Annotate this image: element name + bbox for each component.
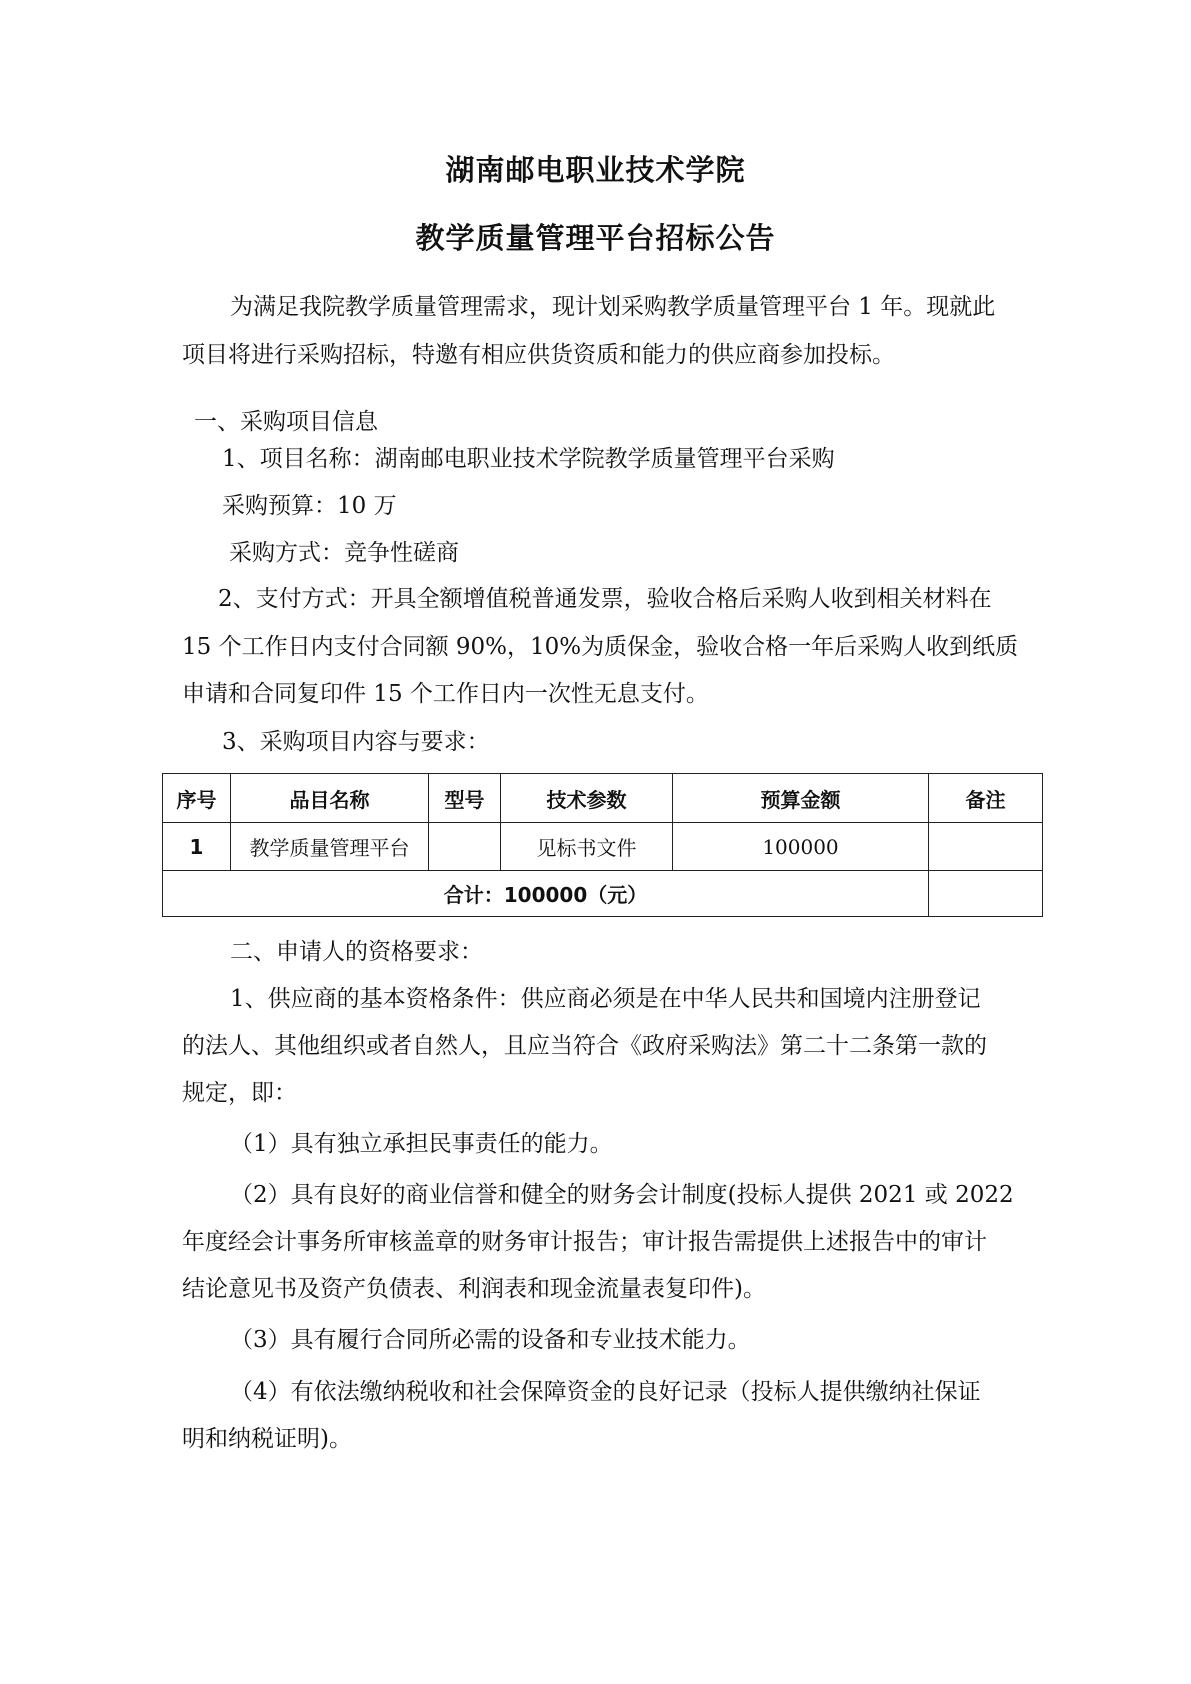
requirement-item-1: （1）具有独立承担民事责任的能力。 <box>230 1131 613 1157</box>
section1-heading: 一、采购项目信息 <box>194 409 378 435</box>
requirement-item-2-line-1: （2）具有良好的商业信誉和健全的财务会计制度(投标人提供 2021 或 2022 <box>230 1182 1014 1208</box>
header-serial: 序号 <box>163 774 231 823</box>
header-item-name: 品目名称 <box>231 774 429 823</box>
requirements-heading: 3、采购项目内容与要求： <box>222 729 490 755</box>
cell-total: 合计：100000（元） <box>163 871 929 917</box>
requirement-item-2-line-2: 年度经会计事务所审核盖章的财务审计报告；审计报告需提供上述报告中的审计 <box>182 1229 987 1255</box>
budget-line: 采购预算：10 万 <box>222 493 397 519</box>
requirement-item-2-line-3: 结论意见书及资产负债表、利润表和现金流量表复印件)。 <box>182 1276 766 1302</box>
cell-tech-params: 见标书文件 <box>501 823 673 871</box>
payment-line-1: 2、支付方式：开具全额增值税普通发票，验收合格后采购人收到相关材料在 <box>218 586 992 612</box>
condition1-line-3: 规定，即： <box>182 1080 297 1106</box>
payment-line-3: 申请和合同复印件 15 个工作日内一次性无息支付。 <box>182 681 709 707</box>
table-row <box>163 823 1043 871</box>
cell-serial: 1 <box>163 823 231 871</box>
header-tech-params: 技术参数 <box>501 774 673 823</box>
intro-paragraph-line-2: 项目将进行采购招标，特邀有相应供货资质和能力的供应商参加投标。 <box>182 342 895 368</box>
section2-heading: 二、申请人的资格要求： <box>230 939 483 965</box>
cell-budget-amount: 100000 <box>673 823 929 871</box>
project-name-line: 1、项目名称：湖南邮电职业技术学院教学质量管理平台采购 <box>222 446 835 472</box>
method-line: 采购方式：竞争性磋商 <box>229 540 459 566</box>
procurement-items-table <box>162 773 1043 917</box>
header-remarks: 备注 <box>929 774 1043 823</box>
condition1-line-2: 的法人、其他组织或者自然人，且应当符合《政府采购法》第二十二条第一款的 <box>182 1033 987 1059</box>
requirement-item-4-line-2: 明和纳税证明)。 <box>182 1426 352 1452</box>
cell-item-name: 教学质量管理平台 <box>231 823 429 871</box>
cell-remarks <box>929 823 1043 871</box>
payment-line-2: 15 个工作日内支付合同额 90%，10%为质保金，验收合格一年后采购人收到纸质 <box>182 634 1019 660</box>
requirement-item-4-line-1: （4）有依法缴纳税收和社会保障资金的良好记录（投标人提供缴纳社保证 <box>230 1379 981 1405</box>
intro-paragraph-line-1: 为满足我院教学质量管理需求，现计划采购教学质量管理平台 1 年。现就此 <box>230 294 996 320</box>
requirement-item-3: （3）具有履行合同所必需的设备和专业技术能力。 <box>230 1327 751 1353</box>
table-total-row <box>163 871 1043 917</box>
header-model: 型号 <box>429 774 501 823</box>
condition1-line-1: 1、供应商的基本资格条件：供应商必须是在中华人民共和国境内注册登记 <box>230 986 981 1012</box>
header-budget-amount: 预算金额 <box>673 774 929 823</box>
document-title-institution: 湖南邮电职业技术学院 <box>445 153 746 187</box>
cell-model <box>429 823 501 871</box>
table-header-row <box>163 774 1043 823</box>
document-title-notice: 教学质量管理平台招标公告 <box>415 221 776 255</box>
cell-total-remarks <box>929 871 1043 917</box>
